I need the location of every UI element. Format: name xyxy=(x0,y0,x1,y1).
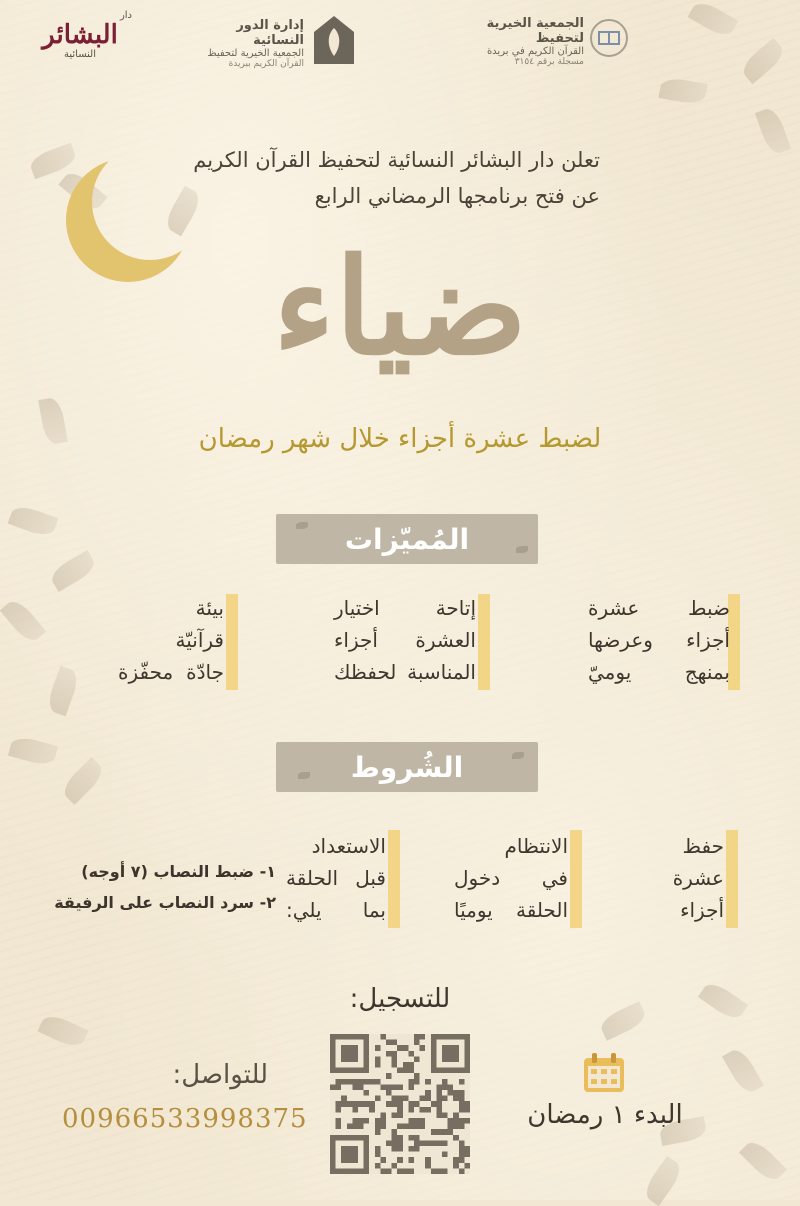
qr-module xyxy=(341,1079,347,1085)
qr-module xyxy=(459,1168,465,1174)
contact-label: للتواصل: xyxy=(172,1060,268,1090)
logo-center-line2: الجمعية الخيرية لتحفيظ xyxy=(207,48,304,59)
qr-module xyxy=(336,1107,342,1113)
qr-module xyxy=(453,1112,459,1118)
qr-module xyxy=(386,1084,392,1090)
qr-module xyxy=(453,1135,459,1141)
qr-module xyxy=(414,1073,420,1079)
qr-module xyxy=(375,1045,381,1051)
qr-module xyxy=(375,1056,381,1062)
qr-module xyxy=(436,1112,442,1118)
highlight-bar xyxy=(226,594,238,690)
leaf-decoration xyxy=(298,772,310,779)
qr-module xyxy=(425,1140,431,1146)
qr-module xyxy=(380,1034,386,1040)
qr-module xyxy=(380,1124,386,1130)
qr-module xyxy=(364,1079,370,1085)
qr-module xyxy=(436,1084,442,1090)
conditions-heading: الشُروط xyxy=(350,750,464,784)
qr-module xyxy=(352,1079,358,1085)
qr-module xyxy=(364,1101,370,1107)
qr-module xyxy=(436,1168,442,1174)
qr-module xyxy=(392,1096,398,1102)
qr-module xyxy=(347,1079,353,1085)
qr-module xyxy=(375,1079,381,1085)
qr-module xyxy=(442,1168,448,1174)
highlight-bar xyxy=(478,594,490,690)
qr-module xyxy=(397,1140,403,1146)
qr-module xyxy=(464,1163,470,1169)
qr-module xyxy=(448,1124,454,1130)
qr-module xyxy=(386,1101,392,1107)
qr-module xyxy=(369,1101,375,1107)
preparation-item: ٢- سرد النصاب على الرفيقة xyxy=(54,893,276,912)
qr-module xyxy=(358,1118,364,1124)
qr-module xyxy=(397,1107,403,1113)
logo-center-line3: القرآن الكريم ببريدة xyxy=(228,59,304,69)
qr-module xyxy=(392,1101,398,1107)
qr-module xyxy=(397,1045,403,1051)
qr-module xyxy=(375,1124,381,1130)
qr-module xyxy=(358,1079,364,1085)
qr-module xyxy=(453,1124,459,1130)
feature-line: إتاحة اختيار xyxy=(334,596,476,620)
registration-label: للتسجيل: xyxy=(349,984,451,1014)
qr-module xyxy=(431,1140,437,1146)
feature-line: بمنهج يوميّ xyxy=(588,660,730,684)
qr-module xyxy=(459,1146,465,1152)
qr-module xyxy=(408,1168,414,1174)
qr-module xyxy=(414,1101,420,1107)
qr-module xyxy=(459,1118,465,1124)
qr-module xyxy=(425,1157,431,1163)
qr-module xyxy=(341,1096,347,1102)
qr-module xyxy=(425,1107,431,1113)
program-title: ضياء xyxy=(272,230,528,385)
qr-module xyxy=(380,1084,386,1090)
feature-line: ضبط عشرة xyxy=(588,596,730,620)
qr-module xyxy=(436,1107,442,1113)
qr-module xyxy=(453,1090,459,1096)
qr-module xyxy=(347,1124,353,1130)
qr-module xyxy=(459,1107,465,1113)
qr-module xyxy=(436,1129,442,1135)
contact-phone[interactable]: 00966533998375 xyxy=(62,1104,308,1134)
qr-module xyxy=(420,1096,426,1102)
qr-module xyxy=(436,1140,442,1146)
program-subtitle: لضبط عشرة أجزاء خلال شهر رمضان xyxy=(198,424,602,454)
qr-module xyxy=(352,1107,358,1113)
society-emblem-icon xyxy=(588,16,630,64)
qr-module xyxy=(392,1062,398,1068)
qr-module xyxy=(347,1101,353,1107)
qr-module xyxy=(375,1163,381,1169)
qr-module xyxy=(397,1096,403,1102)
condition-item xyxy=(454,830,568,926)
qr-module xyxy=(420,1107,426,1113)
intro-line1: تعلن دار البشائر النسائية لتحفيظ القرآن الكريم xyxy=(193,148,600,172)
qr-module xyxy=(408,1124,414,1130)
qr-module xyxy=(392,1140,398,1146)
qr-module xyxy=(408,1084,414,1090)
qr-module xyxy=(336,1124,342,1130)
qr-module xyxy=(386,1090,392,1096)
leaf-decoration xyxy=(296,522,308,529)
qr-module xyxy=(392,1135,398,1141)
condition-line: بما يلي: xyxy=(286,898,386,922)
condition-line: عشرة xyxy=(672,866,724,890)
qr-module xyxy=(448,1129,454,1135)
qr-module xyxy=(397,1135,403,1141)
qr-module xyxy=(414,1040,420,1046)
qr-module xyxy=(375,1152,381,1158)
qr-module xyxy=(392,1146,398,1152)
qr-module xyxy=(464,1152,470,1158)
qr-module xyxy=(380,1157,386,1163)
qr-module xyxy=(386,1140,392,1146)
qr-module xyxy=(392,1056,398,1062)
qr-module xyxy=(442,1084,448,1090)
features-heading: المُميّزات xyxy=(344,522,470,556)
calendar-icon xyxy=(582,1052,626,1094)
qr-module xyxy=(420,1118,426,1124)
qr-module xyxy=(431,1168,437,1174)
qr-module xyxy=(386,1051,392,1057)
qr-module xyxy=(392,1129,398,1135)
qr-module xyxy=(420,1140,426,1146)
qr-module xyxy=(330,1084,336,1090)
qr-module xyxy=(436,1101,442,1107)
logo-left-main: البشائر xyxy=(42,20,118,50)
feature-line: بيئة xyxy=(195,596,224,620)
qr-module xyxy=(375,1096,381,1102)
qr-module xyxy=(408,1079,414,1085)
qr-module xyxy=(442,1079,448,1085)
qr-module xyxy=(392,1112,398,1118)
preparation-list xyxy=(40,856,276,918)
leaf-decoration xyxy=(512,752,524,759)
highlight-bar xyxy=(570,830,582,928)
qr-module xyxy=(352,1101,358,1107)
qr-module xyxy=(369,1107,375,1113)
womens-houses-emblem-icon xyxy=(310,14,358,72)
feature-line: العشرة أجزاء xyxy=(334,628,476,652)
qr-module xyxy=(408,1135,414,1141)
qr-module xyxy=(397,1084,403,1090)
qr-module xyxy=(448,1084,454,1090)
qr-module xyxy=(408,1107,414,1113)
qr-module xyxy=(386,1168,392,1174)
logo-right-line1: الجمعية الخيرية لتحفيظ xyxy=(486,16,584,46)
qr-module xyxy=(459,1152,465,1158)
qr-module xyxy=(448,1118,454,1124)
condition-line: قبل الحلقة xyxy=(286,866,386,890)
qr-module xyxy=(364,1090,370,1096)
qr-module xyxy=(392,1163,398,1169)
qr-module xyxy=(436,1096,442,1102)
preparation-item: ١- ضبط النصاب (٧ أوجه) xyxy=(81,862,276,881)
qr-module xyxy=(453,1118,459,1124)
qr-module xyxy=(375,1129,381,1135)
qr-module xyxy=(420,1045,426,1051)
qr-module xyxy=(442,1096,448,1102)
conditions-banner xyxy=(276,742,538,792)
qr-module xyxy=(464,1146,470,1152)
qr-module xyxy=(459,1124,465,1130)
qr-module xyxy=(375,1146,381,1152)
qr-module xyxy=(414,1124,420,1130)
qr-module xyxy=(414,1034,420,1040)
condition-line: الحلقة يوميًا xyxy=(454,898,568,922)
condition-line: أجزاء xyxy=(680,898,724,922)
feature-line: جادّة محفّزة xyxy=(118,660,224,684)
qr-module xyxy=(425,1163,431,1169)
qr-module xyxy=(459,1101,465,1107)
qr-module xyxy=(352,1118,358,1124)
qr-module xyxy=(375,1118,381,1124)
qr-module xyxy=(464,1107,470,1113)
qr-module xyxy=(453,1163,459,1169)
qr-module xyxy=(442,1129,448,1135)
qr-module xyxy=(352,1084,358,1090)
qr-module xyxy=(459,1096,465,1102)
qr-module xyxy=(380,1112,386,1118)
qr-module xyxy=(414,1140,420,1146)
highlight-bar xyxy=(726,830,738,928)
qr-module xyxy=(442,1140,448,1146)
qr-module xyxy=(403,1124,409,1130)
qr-module xyxy=(408,1118,414,1124)
qr-module xyxy=(352,1124,358,1130)
qr-module xyxy=(459,1140,465,1146)
qr-module xyxy=(403,1168,409,1174)
qr-module xyxy=(397,1146,403,1152)
qr-module xyxy=(459,1090,465,1096)
logo-quran-society xyxy=(470,12,630,72)
qr-module xyxy=(380,1168,386,1174)
qr-module xyxy=(408,1068,414,1074)
logo-right-line3: مسجلة برقم ٣١٥٤ xyxy=(514,57,584,67)
condition-item xyxy=(646,830,724,926)
qr-module xyxy=(442,1112,448,1118)
logo-womens-houses xyxy=(190,12,400,76)
qr-module xyxy=(408,1146,414,1152)
qr-module xyxy=(392,1084,398,1090)
logo-right-line2: القرآن الكريم في بريدة xyxy=(486,46,584,57)
features-banner xyxy=(276,514,538,564)
qr-module xyxy=(414,1146,420,1152)
qr-module xyxy=(336,1079,342,1085)
qr-module xyxy=(364,1118,370,1124)
qr-module xyxy=(336,1084,342,1090)
start-date: البدء ١ رمضان xyxy=(527,1100,683,1130)
qr-module xyxy=(436,1090,442,1096)
feature-item xyxy=(118,592,224,688)
logo-center-line1: إدارة الدور النسائية xyxy=(236,18,304,48)
qr-module xyxy=(358,1124,364,1130)
qr-module xyxy=(459,1079,465,1085)
logo-left-top: دار xyxy=(119,10,132,21)
condition-line: الاستعداد xyxy=(311,834,386,858)
qr-module xyxy=(431,1101,437,1107)
qr-module xyxy=(442,1152,448,1158)
qr-module xyxy=(380,1118,386,1124)
condition-line: حفظ xyxy=(682,834,724,858)
qr-module xyxy=(397,1157,403,1163)
qr-module xyxy=(414,1056,420,1062)
intro-line2: عن فتح برنامجها الرمضاني الرابع xyxy=(314,184,600,208)
feature-line: المناسبة لحفظك xyxy=(334,660,476,684)
qr-module xyxy=(403,1062,409,1068)
qr-module xyxy=(397,1112,403,1118)
leaf-decoration xyxy=(516,546,528,553)
qr-module xyxy=(375,1062,381,1068)
feature-item xyxy=(334,592,476,688)
qr-module xyxy=(403,1096,409,1102)
qr-module xyxy=(453,1096,459,1102)
qr-module xyxy=(336,1101,342,1107)
qr-module xyxy=(408,1157,414,1163)
logo-bashaer xyxy=(28,10,132,74)
qr-module xyxy=(403,1045,409,1051)
qr-module xyxy=(425,1090,431,1096)
feature-item xyxy=(588,592,730,688)
qr-module xyxy=(358,1084,364,1090)
qr-module xyxy=(420,1034,426,1040)
qr-module xyxy=(420,1124,426,1130)
qr-module xyxy=(425,1096,431,1102)
condition-line: في دخول xyxy=(454,866,568,890)
condition-item xyxy=(286,830,386,926)
qr-module xyxy=(386,1073,392,1079)
qr-module xyxy=(453,1157,459,1163)
qr-module xyxy=(358,1101,364,1107)
qr-module xyxy=(425,1079,431,1085)
highlight-bar xyxy=(388,830,400,928)
qr-module xyxy=(369,1079,375,1085)
qr-module xyxy=(397,1168,403,1174)
qr-module xyxy=(386,1040,392,1046)
qr-module xyxy=(397,1068,403,1074)
qr-module xyxy=(403,1068,409,1074)
qr-module xyxy=(464,1118,470,1124)
qr-module xyxy=(414,1079,420,1085)
qr-module xyxy=(392,1051,398,1057)
qr-module xyxy=(397,1124,403,1130)
qr-module xyxy=(459,1157,465,1163)
qr-module xyxy=(448,1090,454,1096)
qr-module xyxy=(336,1118,342,1124)
qr-module xyxy=(464,1101,470,1107)
logo-left-bottom: النسائية xyxy=(64,49,96,60)
feature-line: قرآنيّة xyxy=(175,628,224,652)
qr-module xyxy=(392,1040,398,1046)
qr-module xyxy=(397,1101,403,1107)
condition-line: الانتظام xyxy=(504,834,568,858)
qr-module xyxy=(414,1135,420,1141)
registration-qr-code[interactable] xyxy=(330,1034,470,1174)
qr-module xyxy=(341,1101,347,1107)
qr-module xyxy=(431,1129,437,1135)
qr-module xyxy=(408,1051,414,1057)
feature-line: أجزاء وعرضها xyxy=(588,628,730,652)
qr-module xyxy=(414,1118,420,1124)
qr-module xyxy=(408,1062,414,1068)
qr-module xyxy=(408,1101,414,1107)
